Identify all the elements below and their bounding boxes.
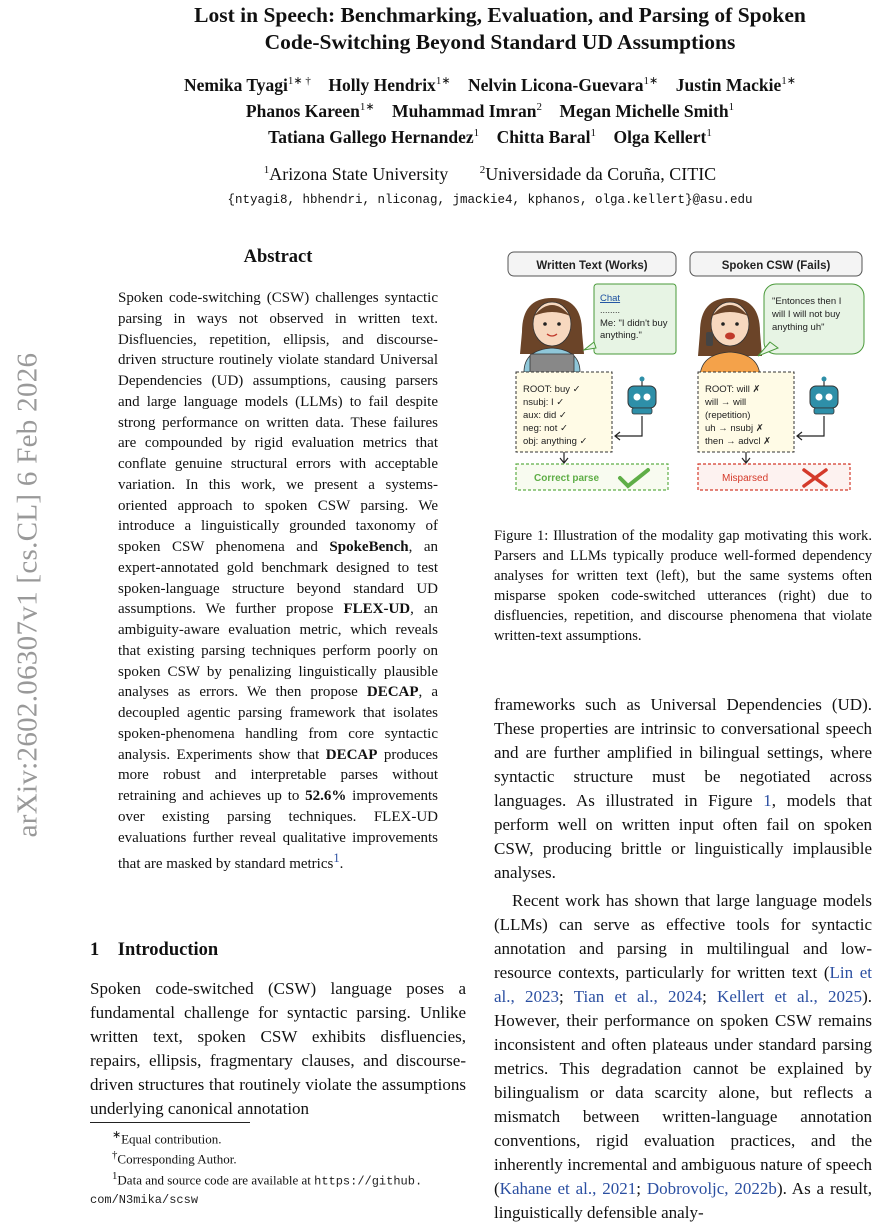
left-parse-line: ROOT: buy ✓	[523, 384, 581, 395]
affiliations: $^1$Arizona State University $^2$Universidade da Coruña, CITIC	[263, 164, 717, 184]
right-column-body	[494, 693, 872, 1225]
robot-icon-right	[810, 377, 838, 415]
author-name: Megan Michelle Smith	[559, 100, 729, 121]
left-panel-title: Written Text (Works)	[536, 260, 648, 272]
citation-link[interactable]: Tian et al., 2024	[573, 987, 703, 1006]
section-heading-introduction: 1 Introduction	[90, 940, 219, 960]
author-name: Justin Mackie	[675, 74, 782, 95]
affiliation-1: Arizona State University	[269, 164, 449, 184]
person-speaking-icon	[698, 298, 762, 378]
paper-title	[80, 2, 872, 56]
affiliation-2: Universidade da Coruña, CITIC	[485, 164, 717, 184]
title-line-1: Lost in Speech: Benchmarking, Evaluation, and Parsing of Spoken	[194, 3, 806, 27]
abstract-body: Spoken code-switching (CSW) challenges syntactic parsing in ways not observed in written text. Disfluencies, repetition, ellipsis, and discourse-driven structure routinely violate standard Universal Dependencies (UD) assumptions, causing parsers and large language models (LLMs) to fail despite strong performance on written data. These failures are compounded by rigid evaluation metrics that conflate genuine structural errors with acceptable variation. In this work, we present a systems-oriented approach to spoken CSW parsing. We introduce a linguistically grounded taxonomy of spoken CSW phenomena and SpokeBench, an expert-annotated gold benchmark designed to test spoken-language structure beyond standard UD assumptions. We further propose FLEX-UD, an ambiguity-aware evaluation metric, which reveals that existing parsing techniques perform poorly on spoken CSW by penalizing linguistically plausible analyses as errors. We then propose DECAP, a decoupled agentic parsing framework that isolates spoken-phenomena handling from core syntactic analysis. Experiments show that DECAP produces more robust and interpretable parses without retraining and achieves up to 52.6% improvements over existing parsing techniques. FLEX-UD evaluations further reveal qualitative improvements that are masked by standard metrics$^1$.	[118, 290, 438, 873]
robot-icon-left	[628, 377, 656, 415]
footnote-rule	[90, 1122, 250, 1123]
footnote-data-availability: $^1$Data and source code are available at https://github.	[112, 1169, 423, 1188]
github-link-cont[interactable]: com/N3mika/scsw	[90, 1192, 199, 1207]
abstract-heading: Abstract	[243, 247, 313, 267]
footnote-ref-1[interactable]: 1	[333, 851, 340, 866]
right-parse-line: ROOT: will ✗	[705, 384, 761, 395]
figure-1-illustration	[494, 246, 872, 496]
author-emails: {ntyagi8, hbhendri, nliconag, jmackie4, kphanos, olga.kellert}@asu.edu	[227, 193, 753, 207]
figure-1-caption: Figure 1: Illustration of the modality gap motivating this work. Parsers and LLMs typically produce well-formed dependency analyses for written text (left), but the same systems often misparse spoken code-switched utterances (right) due to disfluencies, repetition, and discourse phenomena that violate written-text assumptions.	[494, 528, 872, 644]
citation-link[interactable]: Dobrovoljc, 2022b	[646, 1179, 777, 1198]
author-name: Tatiana Gallego Hernandez	[268, 126, 474, 147]
left-parse-line: obj: anything ✓	[523, 436, 588, 447]
footnotes	[90, 1127, 470, 1209]
misparsed-label: Misparsed	[722, 473, 769, 484]
speech-line-3: anything uh"	[772, 322, 825, 333]
citation-link[interactable]: Kellert et al., 2025	[717, 987, 863, 1006]
speech-bubble	[758, 284, 864, 356]
chat-line-1: Me: "I didn't buy	[600, 318, 668, 329]
author-name: Chitta Baral	[496, 126, 591, 147]
intro-paragraph-3: Recent work has shown that large language models (LLMs) can serve as effective tools for syntactic annotation and parsing in multilingual and low-resource contexts, particularly for written text (Lin et al., 2023; Tian et al., 2024; Kellert et al., 2025). However, their performance on spoken CSW remains inconsistent and often plateaus under standard parsing metrics. This degradation cannot be explained by bilingualism or data scarcity alone, but reflects a mismatch between written-language annotation conventions, rigid evaluation practices, and the inherently incremental and ambiguous nature of speech (Kahane et al., 2021; Dobrovoljc, 2022b). As a result, linguistically defensible analy-	[494, 891, 872, 1222]
intro-paragraph-2: frameworks such as Universal Dependencies (UD). These properties are intrinsic to conversational speech and are further amplified in bilingual settings, where syntactic structure must be negotiated across languages. As illustrated in Figure 1, models that perform well on written input often fail on spoken CSW, producing brittle or linguistically implausible analyses.	[494, 695, 872, 882]
right-panel-title: Spoken CSW (Fails)	[721, 260, 831, 272]
left-parse-line: nsubj: I ✓	[523, 397, 565, 408]
chat-label: Chat	[600, 293, 621, 304]
author-row-3: Tatiana Gallego Hernandez$^1$ Chitta Baral$^1$ Olga Kellert$^1$	[268, 126, 712, 147]
arxiv-side-stamp	[8, 300, 48, 890]
figure-ref[interactable]: 1	[763, 791, 772, 810]
footnote-corresponding: †Corresponding Author.	[112, 1149, 237, 1167]
chat-line-2: anything."	[600, 330, 642, 341]
speech-line-1: "Entonces then I	[772, 296, 842, 307]
title-line-2: Code-Switching Beyond Standard UD Assumptions	[264, 30, 736, 54]
author-name: Holly Hendrix	[328, 74, 436, 95]
left-parse-line: aux: did ✓	[523, 410, 567, 421]
right-parse-line: will → will	[705, 397, 747, 408]
correct-parse-label: Correct parse	[534, 473, 600, 484]
citation-link[interactable]: Lin et al., 2023	[494, 963, 872, 1006]
citation-link[interactable]: Kahane et al., 2021	[499, 1179, 637, 1198]
right-parse-line: then → advcl ✗	[705, 436, 772, 447]
author-name: Nelvin Licona-Guevara	[468, 74, 644, 95]
footnote-equal-contribution: ∗Equal contribution.	[112, 1129, 222, 1147]
author-name: Phanos Kareen	[245, 100, 360, 121]
author-name: Olga Kellert	[613, 126, 707, 147]
arxiv-id-text: arXiv:2602.06307v1 [cs.CL] 6 Feb 2026	[11, 352, 44, 838]
right-parse-line: (repetition)	[705, 410, 751, 421]
github-link[interactable]: https://github.	[314, 1173, 423, 1188]
intro-paragraph-1: Spoken code-switched (CSW) language poses a fundamental challenge for syntactic parsing. Unlike written text, spoken CSW exhibits disfluencies, repairs, ellipsis, fragmentary clauses, and discourse-driven structures that routinely violate the assumptions underlying canonical annotation	[90, 979, 466, 1118]
author-row-1: Nemika Tyagi$^{1∗ \dagger}$ Holly Hendrix$^{1∗}$ Nelvin Licona-Guevara$^{1∗}$ Justin Mackie$^{1∗}$	[184, 74, 796, 95]
speech-line-2: will I will not buy	[772, 309, 841, 320]
author-name: Muhammad Imran	[392, 100, 537, 121]
right-parse-line: uh → nsubj ✗	[705, 423, 764, 434]
footnote-url-continued	[90, 1190, 470, 1209]
author-row-2: Phanos Kareen$^{1∗}$ Muhammad Imran$^2$ Megan Michelle Smith$^1$	[245, 100, 735, 121]
chat-dots: ........	[600, 305, 621, 315]
person-at-laptop-icon	[520, 298, 584, 381]
chat-window	[584, 284, 676, 354]
author-name: Nemika Tyagi	[184, 74, 288, 95]
left-parse-line: neg: not ✓	[523, 423, 568, 434]
